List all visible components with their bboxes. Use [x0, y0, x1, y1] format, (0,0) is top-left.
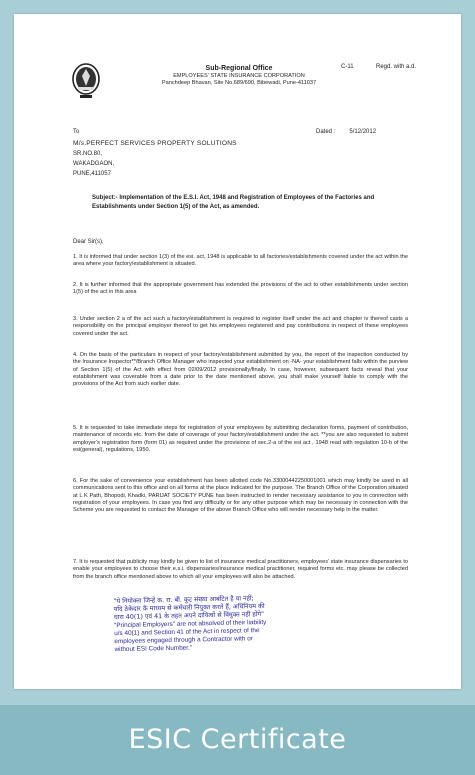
stamp-line: धारा 40(1) एवं 41 के तहत अपने दायित्वों से विमुक्त नहीं होंगे"	[113, 610, 265, 622]
form-number: C-11	[341, 64, 354, 70]
paragraph-1: 1. It is informed that under section 1(3) of the esi. act, 1948 is applicable to all factories/establishments covered under the act within the area where your factory/establishment is situated.	[73, 254, 408, 268]
stamp-line: without ESI Code Number."	[114, 644, 193, 654]
addressee-line: M/s.PERFECT SERVICES PROPERTY SOLUTIONS	[73, 140, 237, 147]
office-address: Panchdeep Bhavan, Site No.689/690, Bibewadi, Pune-411037	[161, 80, 317, 86]
registered-note: Regd. with a.d.	[376, 64, 417, 70]
rubber-stamp-notice	[113, 591, 414, 655]
dated-value: 5/12/2012	[349, 129, 377, 135]
caption-label: ESIC Certificate	[0, 705, 475, 775]
stamp-line: "ये नियोक्ता जिन्हें क. रा. बी. कूट संख्या आबंटित है या नहीं;	[113, 594, 254, 606]
office-name: Sub-Regional Office	[205, 65, 273, 72]
paragraph-3: 3. Under section 2 a of the act such a factory/establishment is required to register itself under the act and chapter iv thereof casts a responsibility on the principal employer thereof to get his employees registered and pay contributions in respect of these employees covered under the act.	[73, 316, 408, 337]
to-label: To	[73, 129, 80, 135]
date-line	[316, 129, 376, 136]
stamp-line: "Principal Employers" are not absolved of their liability	[113, 618, 267, 629]
paragraph-4: 4. On the basis of the particulars in respect of your factory/establishment submitted by you, the report of the inspection conducted by the Insurance Inspector**/Branch Office Manager who inspected your establishment on -NA- your establishment falls within the purview of Section 1(5) of the Act with effect from 02/09/2012 provisionally/finally. In case, however, subsequent facts reveal that your establishment was coverable from a date prior to the date mentioned above, you shall make yourself liable to comply with the provisions of the Act from such earlier date.	[73, 352, 408, 388]
addressee-line: SR.NO.80,	[73, 151, 103, 157]
stamp-line: यदि ठेकेदार के माध्यम से कर्मचारी नियुक्त करते हैं, अधिनियम की	[113, 602, 265, 614]
emblem-logo	[71, 62, 101, 100]
greeting: Dear Sir(s),	[73, 239, 104, 245]
stamp-line: employees engaged through a Contractor with or	[114, 635, 253, 646]
corporation-name: EMPLOYEES' STATE INSURANCE CORPORATION	[173, 73, 305, 79]
paragraph-5: 5. It is requested to take immediate steps for registration of your employees by submitting declaration forms, payment of contribution, maintenance of records etc. from the date of coverage of your factory/establishment under the act. **you are also requested to submit employer's registration form (form 01) as required under the provisions of sec.2-a of the esi act , 1948 read with regulation 10-b of the esi(general), regulations, 1950.	[73, 425, 408, 453]
paragraph-6: 6. For the sake of convenience your establishment has been allotted code No.33000442250001001 which may kindly be used in all communications sent to this office and on all forms at the place indicated for the purpose. The Branch Office of the Corporation situated at L K Path, Bhopodi, Khadki, PARIJAT SOCIETY PUNE has been instructed to render necessary assistance to you in connection with registration of your employees. In case you find any difficulty or for any other purpose which may be necessary in connection with the Scheme you are requested to contact the Manager of the above Branch Office who will render necessary help in the matter.	[73, 478, 408, 514]
paragraph-7: 7. It is requested that publicity may kindly be given to list of insurance medical practitioners, employees' state insurance dispensaries to enable your employees to choose their e.s.i. dispensaries/insurance medical practitioner, required forms etc. may please be collected from the branch office mentioned above to which all your employees will also be attached.	[73, 559, 408, 580]
subject-line: Subject:- Implementation of the E.S.I. Act, 1948 and Registration of Employees of the Factories and Establishments under Section 1(5) of the Act, as amended.	[92, 195, 375, 210]
paragraph-2: 2. It is further informed that the appropriate government has extended the provisions of the act to other establishments under section 1(5) of the act in this area	[73, 282, 408, 296]
letter-document	[14, 14, 461, 689]
letterhead	[124, 64, 354, 87]
addressee-block	[73, 139, 237, 179]
addressee-line: PUNE,411057	[73, 171, 111, 177]
addressee-line: WAKADGAON,	[73, 161, 115, 167]
dated-label: Dated :	[316, 129, 336, 135]
stamp-line: u/s 40(1) and Section 41 of the Act in respect of the	[114, 626, 260, 637]
